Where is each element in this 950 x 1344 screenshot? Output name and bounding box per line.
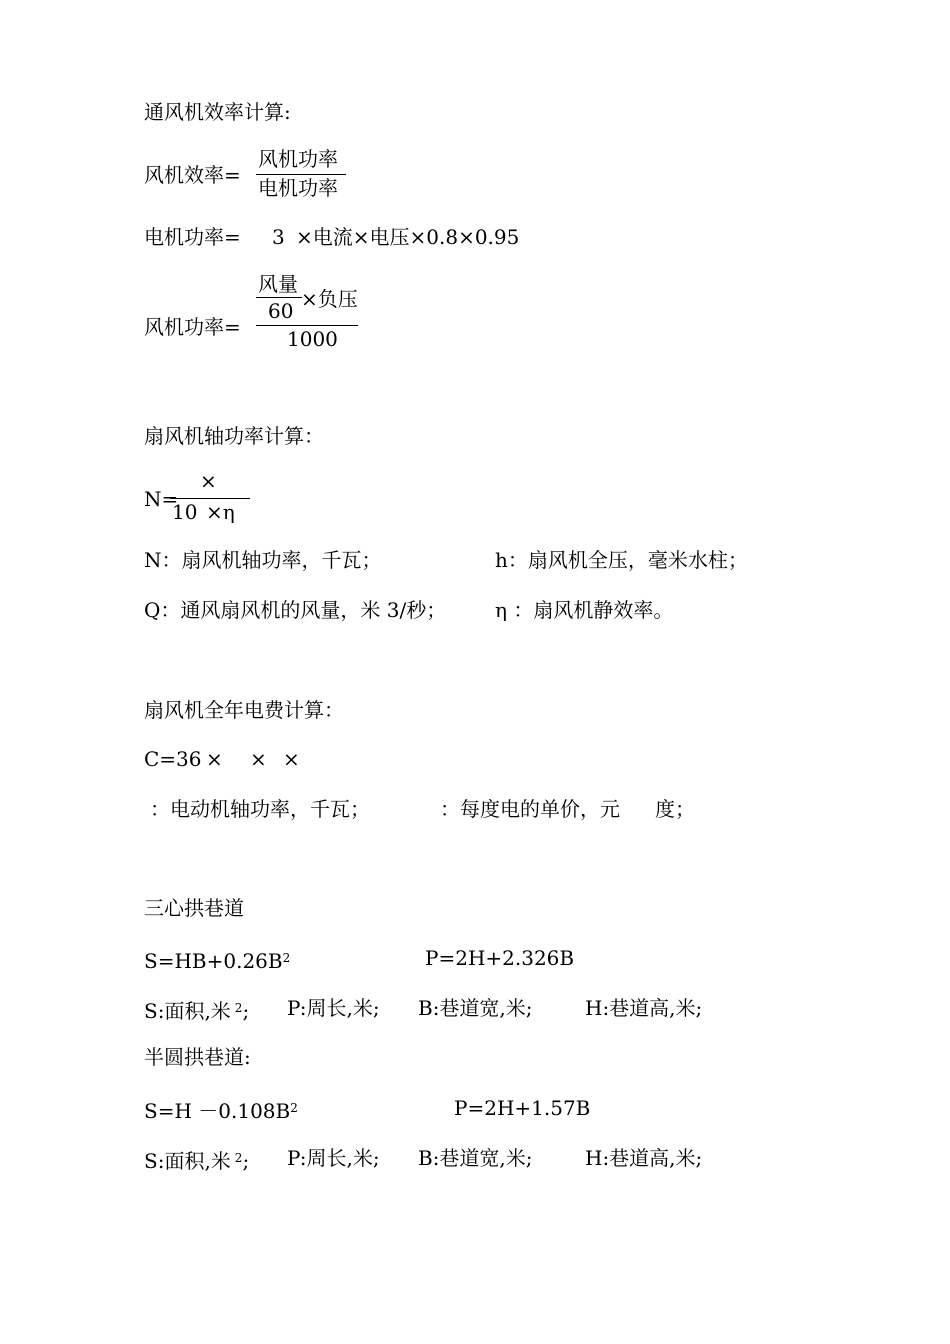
three-center-def-b: B:巷道宽,米; — [418, 996, 533, 1020]
three-center-area-formula-text: S=HB+0.26B — [144, 949, 283, 973]
three-center-def-p: P:周长,米; — [287, 996, 380, 1020]
annual-cost-formula-prefix: C=36 — [144, 747, 202, 771]
shaft-formula-denominator-rest: ×η — [206, 500, 235, 524]
semicircle-def-s-sup: 2 — [234, 1151, 243, 1165]
semicircle-def-s-suffix: ; — [242, 1149, 250, 1173]
three-center-perimeter-formula: P=2H+2.326B — [425, 946, 575, 970]
def-h: h：扇风机全压，毫米水柱； — [495, 548, 748, 572]
semicircle-area-sup: 2 — [290, 1101, 298, 1115]
shaft-power-heading: 扇风机轴功率计算： — [144, 424, 324, 448]
shaft-formula-denominator-num: 10 — [172, 500, 198, 524]
annual-cost-mult-3: × — [283, 747, 300, 771]
annual-cost-mult-2: × — [250, 747, 267, 771]
efficiency-fraction-line — [256, 174, 346, 175]
three-center-def-s-suffix: ; — [242, 999, 250, 1023]
semicircle-def-b: B:巷道宽,米; — [418, 1146, 533, 1170]
semicircle-arch-heading: 半圆拱巷道: — [144, 1045, 251, 1069]
fan-power-fraction-line — [256, 325, 358, 326]
fan-power-inner-fraction-line — [256, 297, 302, 298]
three-center-def-s-sup: 2 — [234, 1001, 243, 1015]
semicircle-def-s — [144, 1146, 249, 1173]
shaft-formula-label: N= — [144, 487, 179, 511]
annual-cost-mult-1: × — [206, 747, 223, 771]
motor-power-prefix: 3 — [272, 225, 285, 249]
three-center-area-formula — [144, 946, 290, 973]
efficiency-denominator: 电机功率 — [258, 176, 338, 200]
fan-power-label: 风机功率= — [144, 315, 241, 339]
three-center-arch-heading: 三心拱巷道 — [144, 896, 244, 920]
semicircle-def-h: H:巷道高,米; — [585, 1146, 703, 1170]
fan-efficiency-heading: 通风机效率计算: — [144, 100, 291, 124]
def-n: N：扇风机轴功率，千瓦； — [144, 548, 382, 572]
def-price-prefix: ：每度电的单价，元 — [440, 797, 620, 821]
efficiency-numerator: 风机功率 — [258, 147, 338, 171]
def-price-suffix: 度； — [655, 797, 695, 821]
efficiency-label: 风机效率= — [144, 163, 241, 187]
shaft-formula-numerator: × — [200, 469, 217, 493]
motor-power-formula: ×电流×电压×0.8×0.95 — [296, 225, 520, 249]
fan-power-denominator: 1000 — [287, 327, 338, 351]
semicircle-def-s-text: S:面积,米 — [144, 1149, 231, 1173]
three-center-area-sup: 2 — [282, 951, 291, 965]
three-center-def-h: H:巷道高,米; — [585, 996, 703, 1020]
def-q: Q：通风扇风机的风量，米 3/秒； — [144, 598, 447, 622]
semicircle-area-formula — [144, 1096, 298, 1123]
three-center-def-s-text: S:面积,米 — [144, 999, 231, 1023]
three-center-def-s — [144, 996, 249, 1023]
motor-power-label: 电机功率= — [144, 225, 241, 249]
semicircle-perimeter-formula: P=2H+1.57B — [454, 1096, 591, 1120]
annual-cost-heading: 扇风机全年电费计算： — [144, 698, 344, 722]
fan-power-inner-numerator: 风量 — [258, 272, 298, 296]
def-eta: η ：扇风机静效率。 — [495, 598, 674, 622]
semicircle-def-p: P:周长,米; — [287, 1146, 380, 1170]
shaft-fraction-line — [170, 498, 250, 499]
semicircle-area-formula-text: S=H －0.108B — [144, 1099, 291, 1123]
fan-power-times: ×负压 — [301, 287, 358, 311]
def-motor-power: ：电动机轴功率，千瓦； — [150, 797, 370, 821]
fan-power-inner-denominator: 60 — [268, 299, 294, 323]
